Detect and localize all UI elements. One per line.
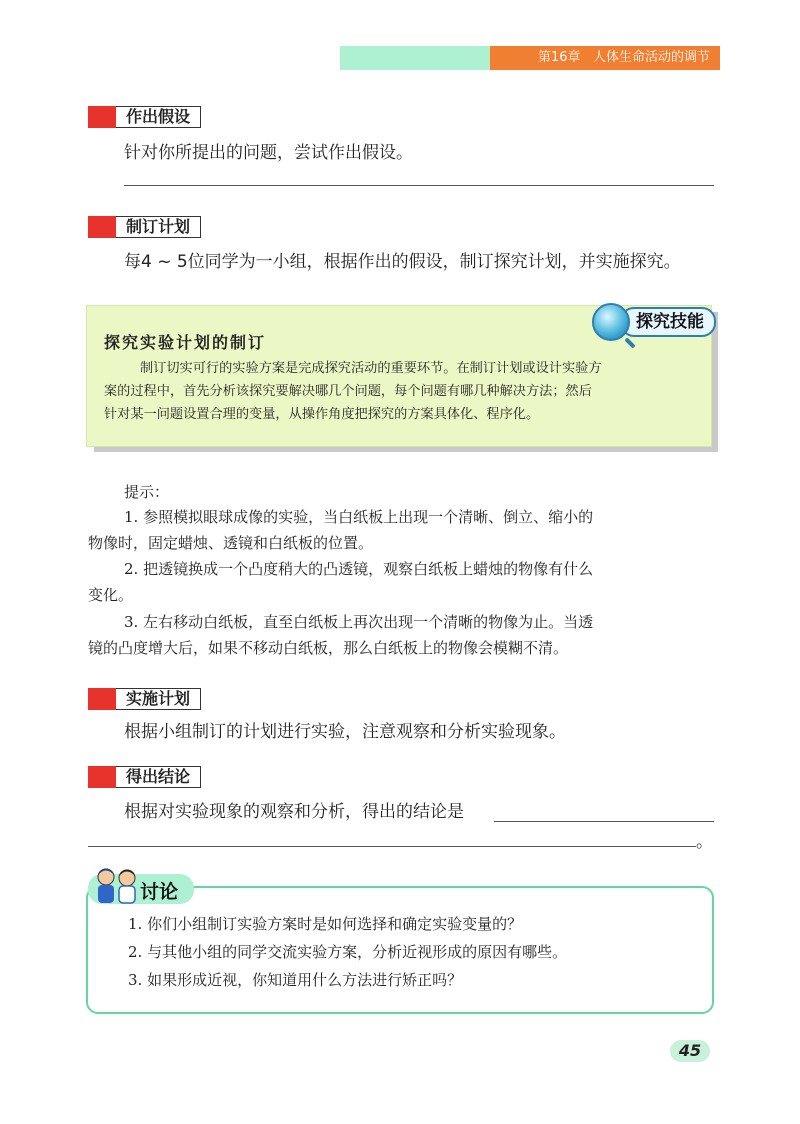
hypothesis-instruction: 针对你所提出的问题，尝试作出假设。 (124, 143, 413, 163)
section-marker (88, 216, 116, 238)
section-heading-label: 实施计划 (116, 688, 201, 710)
section-heading-implement (88, 688, 201, 710)
hint-line: 2. 把透镜换成一个凸度稍大的凸透镜，观察白纸板上蜡烛的物像有什么 (124, 560, 594, 578)
students-icon (94, 866, 140, 906)
conclusion-end-mark: 。 (696, 832, 713, 852)
section-marker (88, 688, 116, 710)
section-marker (88, 106, 116, 128)
skill-title: 探究实验计划的制订 (104, 333, 267, 352)
conclusion-answer-line-2[interactable] (88, 846, 696, 847)
hint-line: 物像时，固定蜡烛、透镜和白纸板的位置。 (88, 534, 374, 552)
header-accent-band (340, 46, 490, 70)
implement-instruction: 根据小组制订的计划进行实验，注意观察和分析实验现象。 (124, 722, 566, 742)
skill-badge-label: 探究技能 (620, 307, 716, 337)
hint-line: 1. 参照模拟眼球成像的实验，当白纸板上出现一个清晰、倒立、缩小的 (124, 508, 594, 526)
hypothesis-answer-line[interactable] (124, 185, 714, 186)
magnifier-globe-icon (592, 303, 630, 341)
chapter-header (490, 46, 720, 70)
section-heading-plan (88, 216, 201, 238)
hint-line: 变化。 (88, 586, 134, 604)
skill-text-line: 案的过程中，首先分析该探究要解决哪几个问题，每个问题有哪几种解决方法；然后 (104, 384, 592, 399)
page-number: 45 (670, 1040, 710, 1062)
conclusion-answer-line[interactable] (494, 821, 714, 822)
plan-instruction: 每4 ~ 5位同学为一小组，根据作出的假设，制订探究计划，并实施探究。 (124, 252, 681, 272)
discussion-item: 3. 如果形成近视，你知道用什么方法进行矫正吗？ (128, 971, 463, 989)
chapter-number: 第16章 (538, 50, 581, 65)
section-heading-label: 得出结论 (116, 766, 201, 788)
skill-text-line: 制订切实可行的实验方案是完成探究活动的重要环节。在制订计划或设计实验方 (140, 361, 602, 376)
discussion-item: 2. 与其他小组的同学交流实验方案，分析近视形成的原因有哪些。 (128, 943, 568, 961)
hint-line: 3. 左右移动白纸板，直至白纸板上再次出现一个清晰的物像为止。当透 (124, 613, 594, 631)
section-heading-label: 作出假设 (116, 106, 201, 128)
chapter-title: 人体生命活动的调节 (592, 50, 710, 65)
skill-text-line: 针对某一问题设置合理的变量，从操作角度把探究的方案具体化、程序化。 (104, 407, 540, 422)
section-heading-label: 制订计划 (116, 216, 201, 238)
hint-label: 提示： (124, 483, 170, 501)
discussion-title: 讨论 (140, 881, 179, 903)
discussion-item: 1. 你们小组制订实验方案时是如何选择和确定实验变量的？ (128, 915, 523, 933)
hint-line: 镜的凸度增大后，如果不移动白纸板，那么白纸板上的物像会模糊不清。 (88, 639, 569, 657)
skill-badge (592, 306, 716, 338)
section-marker (88, 766, 116, 788)
conclusion-prompt: 根据对实验现象的观察和分析，得出的结论是 (124, 802, 464, 822)
section-heading-hypothesis (88, 106, 201, 128)
section-heading-conclusion (88, 766, 201, 788)
